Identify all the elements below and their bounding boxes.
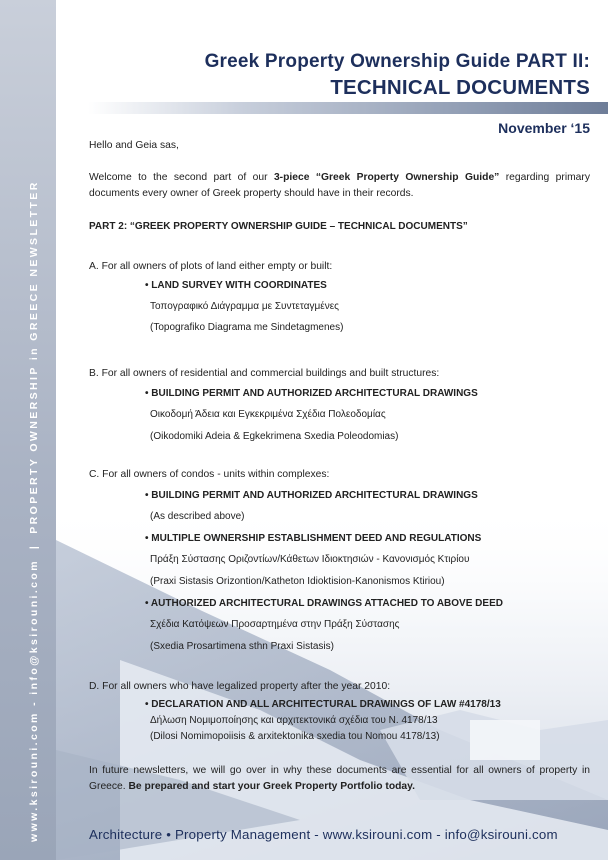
issue-date: November ‘15 [498,120,590,136]
section-c-bullet-2: • MULTIPLE OWNERSHIP ESTABLISHMENT DEED AND REGULATIONS [145,533,482,544]
section-c-bullet-2-greek: Πράξη Σύστασης Οριζοντίων/Κάθετων Ιδιοκτησιών - Κανονισμός Κτιρίου [150,554,470,565]
sidebar-band [0,0,56,860]
section-c-bullet-3-label: AUTHORIZED ARCHITECTURAL DRAWINGS ATTACHED TO ABOVE DEED [150,598,503,609]
section-c-bullet-2-latin: (Praxi Sistasis Orizontion/Katheton Idioktision-Kanonismos Ktiriou) [150,576,445,587]
section-c-bullet-3: • AUTHORIZED ARCHITECTURAL DRAWINGS ATTACHED TO ABOVE DEED [145,598,503,609]
section-a-bullet-1: • LAND SURVEY WITH COORDINATES [145,280,327,291]
sidebar-newsletter-title: PROPERTY OWNERSHIP in GREECE NEWSLETTER [28,180,40,534]
header-gradient-bar [88,102,608,114]
part-heading: PART 2: “GREEK PROPERTY OWNERSHIP GUIDE – TECHNICAL DOCUMENTS” [89,221,468,232]
title-line-1: Greek Property Ownership Guide PART II: [204,51,590,72]
section-d-bullet-1-greek: Δήλωση Νομιμοποίησης και αρχιτεκτονικά σχέδια του Ν. 4178/13 [150,715,438,726]
sidebar-separator: | [28,543,40,550]
title-line-2: TECHNICAL DOCUMENTS [330,76,590,99]
section-b-bullet-1-label: BUILDING PERMIT AND AUTHORIZED ARCHITECTURAL DRAWINGS [151,388,478,399]
section-c-bullet-1-note: (As described above) [150,511,245,522]
section-b-bullet-1-greek: Οικοδομή Άδεια και Εγκεκριμένα Σχέδια Πολεοδομίας [150,409,386,420]
intro-text-3: regarding primary documents every owner of Greek property should have in their records. [89,172,590,199]
section-c-bullet-2-label: MULTIPLE OWNERSHIP ESTABLISHMENT DEED AND REGULATIONS [151,533,482,544]
intro-bold-1: 3-piece [273,172,310,183]
footer-contact: Architecture • Property Management - www.ksirouni.com - info@ksirouni.com [89,827,558,842]
section-c-heading: C. For all owners of condos - units within complexes: [89,469,330,480]
intro-bold-2: “Greek Property Ownership Guide” [315,172,500,183]
greeting: Hello and Geia sas, [89,140,179,151]
section-b-bullet-1: • BUILDING PERMIT AND AUTHORIZED ARCHITECTURAL DRAWINGS [145,388,478,399]
intro-text-1: Welcome to the second part of our [89,172,274,183]
intro-paragraph [89,170,590,201]
closing-paragraph [89,763,590,794]
section-c-bullet-3-greek: Σχέδια Κατόψεων Προσαρτημένα στην Πράξη Σύστασης [150,619,400,630]
section-d-heading: D. For all owners who have legalized property after the year 2010: [89,681,391,692]
section-d-bullet-1-label: DECLARATION AND ALL ARCHITECTURAL DRAWINGS OF LAW #4178/13 [151,699,501,710]
section-c-bullet-3-latin: (Sxedia Prosartimena sthn Praxi Sistasis) [150,641,334,652]
section-c-bullet-1-label: BUILDING PERMIT AND AUTHORIZED ARCHITECTURAL DRAWINGS [151,490,478,501]
section-b-bullet-1-latin: (Oikodomiki Adeia & Egkekrimena Sxedia Poleodomias) [150,431,399,442]
closing-text: In future newsletters, we will go over in why these documents are essential for all owners of property in Greece. [89,765,590,792]
section-d-bullet-1-latin: (Dilosi Nomimopoiisis & arxitektonika sxedia tou Nomou 4178/13) [150,731,440,742]
section-a-heading: A. For all owners of plots of land either empty or built: [89,261,333,272]
closing-bold: Be prepared and start your Greek Property Portfolio today. [128,780,415,792]
section-d-bullet-1: • DECLARATION AND ALL ARCHITECTURAL DRAWINGS OF LAW #4178/13 [145,699,501,710]
sidebar-contact: www.ksirouni.com - info@ksirouni.com [28,559,40,842]
section-a-bullet-1-latin: (Topografiko Diagrama me Sindetagmenes) [150,322,344,333]
section-a-bullet-1-greek: Τοπογραφικό Διάγραμμα με Συντεταγμένες [150,301,339,312]
section-b-heading: B. For all owners of residential and commercial buildings and built structures: [89,368,440,379]
section-a-bullet-1-label: LAND SURVEY WITH COORDINATES [151,280,327,291]
sidebar-vertical-text [28,180,40,842]
section-c-bullet-1: • BUILDING PERMIT AND AUTHORIZED ARCHITECTURAL DRAWINGS [145,490,478,501]
